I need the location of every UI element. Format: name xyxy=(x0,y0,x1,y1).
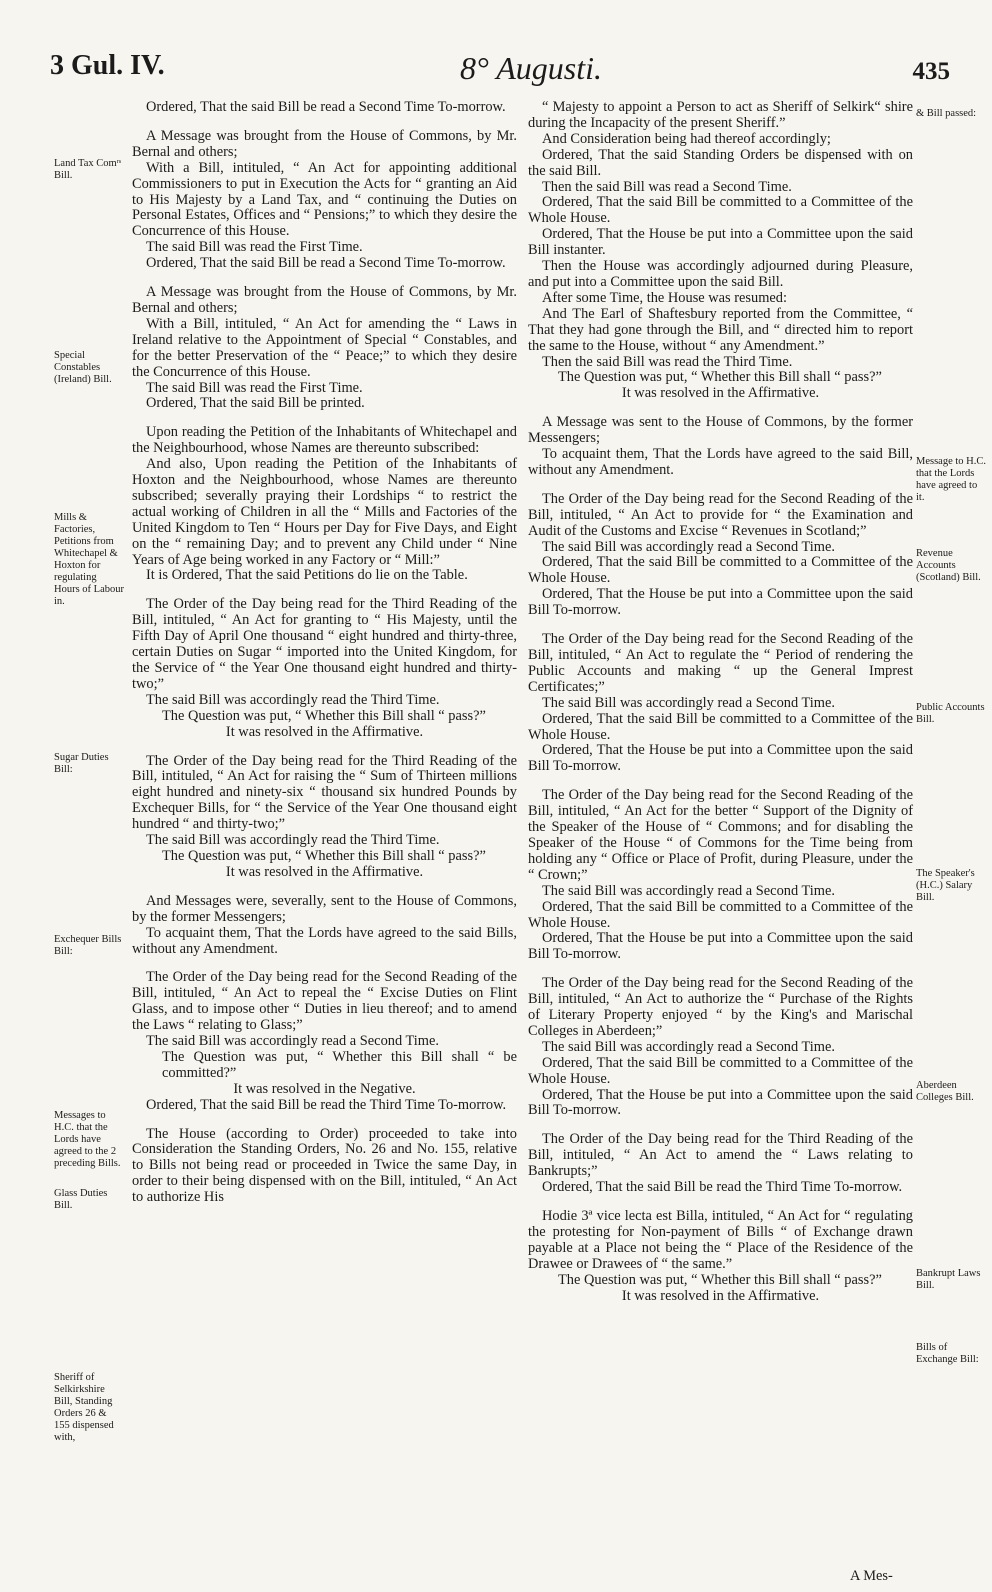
paragraph xyxy=(528,1132,913,1196)
text-line: The Order of the Day being read for the Third Reading of the Bill, intituled, “ An Act to amend the “ Laws relating to Bankrupts;” xyxy=(528,1131,913,1180)
sidenote-glass-duties: Glass Duties Bill. xyxy=(54,1188,108,1211)
paragraph xyxy=(132,754,517,881)
text-line: Ordered, That the said Bill be read a Second Time To-morrow. xyxy=(146,99,506,115)
text-line: A Message was brought from the House of Commons, by Mr. Bernal and others; xyxy=(132,284,517,316)
text-line: The said Bill was read the First Time. xyxy=(146,379,363,396)
text-line: With a Bill, intituled, “ An Act for amending the “ Laws in Ireland relative to the Appointment of Special “ Constables, and for the better Preservation of the “ Peace;” to which they desire the Concurrence of this House. xyxy=(132,315,517,380)
text-line: “ Majesty to appoint a Person to act as Sheriff of Selkirk“ shire during the Incapacity of the present Sheriff.” xyxy=(528,99,913,131)
sidenote-revenue-accounts: Revenue Accounts (Scotland) Bill. xyxy=(916,548,981,583)
sidenote-sheriff-selkirkshire: Sheriff of Selkirkshire Bill, Standing Orders 26 & 155 dispensed with, xyxy=(54,1372,114,1443)
sidenote-sugar-duties: Sugar Duties Bill: xyxy=(54,752,109,775)
text-line: The Order of the Day being read for the Second Reading of the Bill, intituled, “ An Act to authorize the “ Purchase of the Rights of Literary Property enjoyed “ by the King's and Marischal Colleges in Aberdeen;” xyxy=(528,975,913,1039)
text-line: Ordered, That the House be put into a Committee upon the said Bill To-morrow. xyxy=(528,1086,913,1119)
text-line: The Order of the Day being read for the Second Reading of the Bill, intituled, “ An Act to provide for “ the Examination and Audit of the Customs and Excise “ Revenues in Scotland;” xyxy=(528,490,913,539)
page-header xyxy=(50,50,950,100)
paragraph xyxy=(132,1127,517,1207)
sidenote-speakers-salary: The Speaker's (H.C.) Salary Bill. xyxy=(916,868,975,903)
paragraph xyxy=(132,100,517,116)
text-line: Ordered, That the said Bill be read the Third Time To-morrow. xyxy=(146,1096,507,1113)
text-line: The said Bill was accordingly read a Second Time. xyxy=(542,1038,835,1055)
sidenote-bill-passed: & Bill passed: xyxy=(916,108,977,119)
paragraph xyxy=(528,788,913,963)
sidenote-exchequer-bills: Exchequer Bills Bill: xyxy=(54,934,122,957)
paragraph xyxy=(132,425,517,584)
text-line: The Order of the Day being read for the Second Reading of the Bill, intituled, “ An Act to repeal the “ Excise Duties on Flint Glass, and to impose other “ Duties in lieu thereof; and to amend the Laws “ relating to Glass;” xyxy=(132,969,517,1034)
text-line: The Question was put, “ Whether this Bill shall “ be committed?” xyxy=(162,1048,517,1081)
text-line: Ordered, That the House be put into a Committee upon the said Bill To-morrow. xyxy=(528,742,913,775)
text-line: The said Bill was accordingly read a Second Time. xyxy=(146,1033,439,1050)
text-line: The Order of the Day being read for the Second Reading of the Bill, intituled, “ An Act for the better “ Support of the Dignity of the Speaker of the House of “ Commons; and for disabling the Speaker of the House “ of Commons for the Time being from holding any “ Office or Place of Profit, during Pleasure, under the “ Crown;” xyxy=(528,787,913,883)
left-text-column xyxy=(132,100,517,1219)
text-line: It was resolved in the Negative. xyxy=(233,1080,416,1097)
text-line: The said Bill was accordingly read the Third Time. xyxy=(146,691,440,708)
date-heading: 8° Augusti. xyxy=(460,50,602,86)
paragraph xyxy=(132,597,517,740)
text-line: The said Bill was accordingly read the Third Time. xyxy=(146,832,440,849)
text-line: With a Bill, intituled, “ An Act for appointing additional Commissioners to put in Execution the Acts for “ granting an Aid to His Majesty by a Land Tax, and “ continuing the Duties on Personal Estates, Offices and “ Pensions;” to which they desire the Concurrence of this House. xyxy=(132,159,517,240)
text-line: A Message was sent to the House of Commons, by the former Messengers; xyxy=(528,414,913,447)
text-line: The said Bill was accordingly read a Second Time. xyxy=(542,538,835,555)
text-line: Ordered, That the House be put into a Committee upon the said Bill To-morrow. xyxy=(528,930,913,963)
text-line: It was resolved in the Affirmative. xyxy=(621,1287,820,1304)
text-line: The said Bill was read the First Time. xyxy=(146,239,363,256)
text-line: Ordered, That the said Standing Orders be dispensed with on the said Bill. xyxy=(528,146,913,179)
text-line: The House (according to Order) proceeded to take into Consideration the Standing Orders, No. 26 and No. 155, relative to Bills not being read or proceeded in Twice the same Day, in order to their being dispensed with on the Bill, intituled, “ An Act to authorize His xyxy=(132,1125,517,1206)
catchword: A Mes- xyxy=(850,1568,893,1584)
text-line: The said Bill was accordingly read a Second Time. xyxy=(542,694,835,711)
paragraph xyxy=(132,970,517,1113)
text-line: Ordered, That the said Bill be read a Second Time To-morrow. xyxy=(146,255,506,272)
text-line: Ordered, That the said Bill be committed to a Committee of the Whole House. xyxy=(528,898,913,931)
text-line: It was resolved in the Affirmative. xyxy=(621,385,820,402)
sidenote-messages-lords: Messages to H.C. that the Lords have agreed to the 2 preceding Bills. xyxy=(54,1110,121,1169)
sidenote-public-accounts: Public Accounts Bill. xyxy=(916,702,985,725)
text-line: Upon reading the Petition of the Inhabitants of Whitechapel and the Neighbourhood, whose Names are thereunto subscribed: xyxy=(132,424,517,457)
text-line: The Question was put, “ Whether this Bill shall “ pass?” xyxy=(558,369,882,386)
regnal-year: 3 Gul. IV. xyxy=(50,50,165,81)
text-line: A Message was brought from the House of Commons, by Mr. Bernal and others; xyxy=(132,127,517,160)
text-line: The Order of the Day being read for the Third Reading of the Bill, intituled, “ An Act for raising the “ Sum of Thirteen millions eight hundred and ninety-six “ thousand six hundred Pounds by Exchequer Bills, for “ the Service of the Year One thousand eight hundred “ and thirty-two;” xyxy=(132,752,517,833)
text-line: It was resolved in the Affirmative. xyxy=(225,723,424,740)
paragraph xyxy=(528,1209,913,1304)
paragraph xyxy=(132,894,517,958)
paragraph xyxy=(528,976,913,1119)
text-line: To acquaint them, That the Lords have agreed to the said Bill, without any Amendment. xyxy=(528,446,913,478)
sidenote-special-constables: Special Constables (Ireland) Bill. xyxy=(54,350,112,385)
sidenote-bankrupt-laws: Bankrupt Laws Bill. xyxy=(916,1268,981,1291)
text-line: Then the said Bill was read the Third Time. xyxy=(542,353,793,370)
text-line: The Order of the Day being read for the Third Reading of the Bill, intituled, “ An Act for granting to “ His Majesty, until the Fifth Day of April One thousand “ eight hundred and thirty-three, certain Duties on Sugar “ imported into the United Kingdom, for the Service of “ the Year One thousand eight hundred and thirty-two;” xyxy=(132,596,517,692)
text-line: Hodie 3ª vice lecta est Billa, intituled, “ An Act for “ regulating the protesting for Non-payment of Bills “ of Exchange drawn payable at a Place not being the “ Place of the Residence of the Drawee or Drawees of “ the same.” xyxy=(528,1208,913,1272)
sidenote-aberdeen-colleges: Aberdeen Colleges Bill. xyxy=(916,1080,974,1103)
text-line: Ordered, That the said Bill be committed to a Committee of the Whole House. xyxy=(528,710,913,743)
text-line: It was resolved in the Affirmative. xyxy=(225,863,424,880)
sidenote-bills-of-exchange: Bills of Exchange Bill: xyxy=(916,1342,979,1365)
paragraph xyxy=(132,285,517,412)
text-line: And Consideration being had thereof accordingly; xyxy=(542,130,831,147)
text-line: Ordered, That the said Bill be committed to a Committee of the Whole House. xyxy=(528,554,913,587)
text-line: Then the House was accordingly adjourned during Pleasure, and put into a Committee upon the said Bill. xyxy=(528,258,913,290)
paragraph xyxy=(528,492,913,619)
text-line: Ordered, That the said Bill be committed to a Committee of the Whole House. xyxy=(528,1054,913,1087)
text-line: Ordered, That the said Bill be read the Third Time To-morrow. xyxy=(542,1179,903,1196)
text-line: The Question was put, “ Whether this Bill shall “ pass?” xyxy=(558,1271,882,1288)
text-line: And The Earl of Shaftesbury reported from the Committee, “ That they had gone through the Bill, and “ directed him to report the same to the House, without “ any Amendment.” xyxy=(528,305,913,354)
paragraph xyxy=(528,100,913,402)
text-line: Ordered, That the said Bill be committed to a Committee of the Whole House. xyxy=(528,194,913,227)
text-line: Ordered, That the said Bill be printed. xyxy=(146,395,365,412)
text-line: The Order of the Day being read for the Second Reading of the Bill, intituled, “ An Act to regulate the “ Period of rendering the Public Accounts and making “ up the General Imprest Certificates;” xyxy=(528,631,913,695)
text-line: To acquaint them, That the Lords have agreed to the said Bills, without any Amendment. xyxy=(132,924,517,957)
text-line: And Messages were, severally, sent to the House of Commons, by the former Messengers; xyxy=(132,892,517,925)
text-line: It is Ordered, That the said Petitions do lie on the Table. xyxy=(146,567,468,584)
text-line: The Question was put, “ Whether this Bill shall “ pass?” xyxy=(162,707,486,724)
text-line: Ordered, That the House be put into a Committee upon the said Bill To-morrow. xyxy=(528,586,913,619)
text-line: After some Time, the House was resumed: xyxy=(542,289,788,306)
right-text-column xyxy=(528,100,913,1317)
text-line: The said Bill was accordingly read a Second Time. xyxy=(542,882,835,899)
sidenote-mills-factories: Mills & Factories, Petitions from Whitechapel & Hoxton for regulating Hours of Labour in. xyxy=(54,512,124,607)
paragraph xyxy=(528,415,913,479)
text-line: Then the said Bill was read a Second Time. xyxy=(542,178,792,195)
sidenote-message-hc: Message to H.C. that the Lords have agreed to it. xyxy=(916,456,986,503)
paragraph xyxy=(528,632,913,775)
page-number: 435 xyxy=(912,58,950,85)
text-line: Ordered, That the House be put into a Committee upon the said Bill instanter. xyxy=(528,226,913,259)
text-line: And also, Upon reading the Petition of the Inhabitants of Hoxton and the Neighbourhood, whose Names are thereunto subscribed; severally praying their Lordships “ to restrict the actual working of Children in all the “ Mills and Factories of the United Kingdom to Ten “ Hours per Day for Five Days, and Eight on the “ remaining Day; and to prevent any Child under “ Nine Years of Age being worked in any Factory or “ Mill:” xyxy=(132,456,517,568)
text-line: The Question was put, “ Whether this Bill shall “ pass?” xyxy=(162,847,486,864)
sidenote-land-tax: Land Tax Comʳˢ Bill. xyxy=(54,158,122,181)
paragraph xyxy=(132,129,517,272)
